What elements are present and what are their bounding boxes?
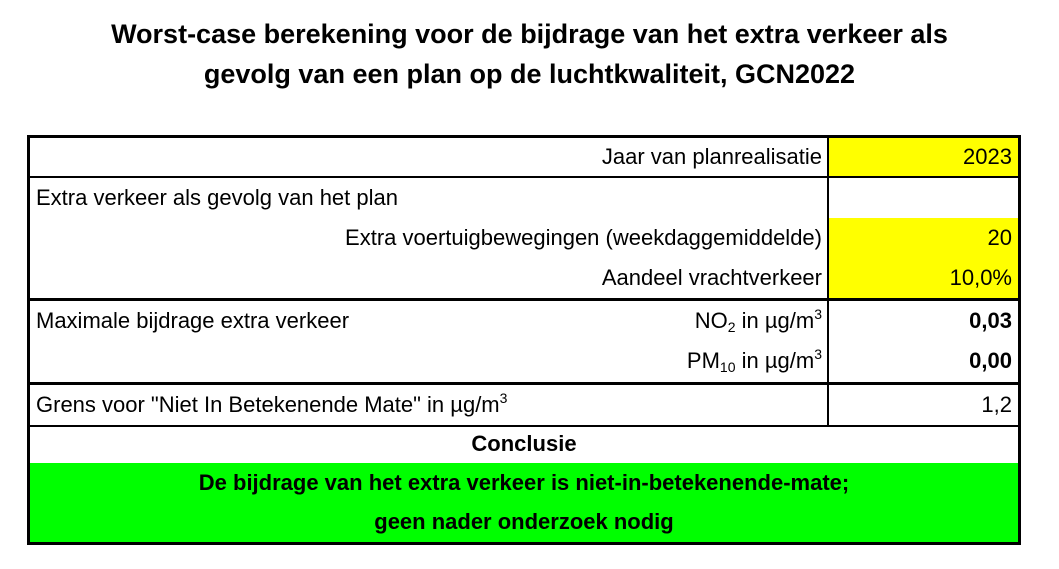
conclusion-line-2: geen nader onderzoek nodig	[374, 509, 674, 534]
limit-value: 1,2	[981, 392, 1012, 417]
year-label: Jaar van planrealisatie	[601, 144, 822, 169]
no2-label-unit: in µg/m	[735, 308, 815, 333]
limit-label	[30, 385, 828, 425]
title-line-1: Worst-case berekening voor de bijdrage van het extra verkeer als	[111, 19, 948, 49]
no2-label-main: NO	[694, 308, 728, 333]
no2-value: 0,03	[969, 308, 1012, 333]
calculation-table	[27, 135, 1021, 545]
no2-label-sup: 3	[814, 306, 822, 322]
pm10-label-sup: 3	[814, 346, 822, 362]
row-divider-1	[30, 176, 1018, 178]
limit-label-sup: 3	[499, 390, 508, 406]
page-title	[0, 14, 1059, 94]
extra-traffic-header: Extra verkeer als gevolg van het plan	[36, 185, 398, 210]
pm10-value: 0,00	[969, 348, 1012, 373]
conclusion-line-1: De bijdrage van het extra verkeer is niet-in-betekenende-mate;	[198, 470, 850, 495]
max-contribution-label: Maximale bijdrage extra verkeer	[36, 308, 350, 333]
row-divider-3	[30, 382, 1018, 385]
limit-label-text: Grens voor "Niet In Betekenende Mate" in µg/m	[36, 392, 500, 417]
row-divider-4	[30, 425, 1018, 427]
pm10-label	[530, 341, 828, 381]
row-divider-2	[30, 298, 1018, 301]
year-value[interactable]: 2023	[828, 138, 1018, 176]
pm10-label-unit: in µg/m	[735, 348, 815, 373]
conclusion-header: Conclusie	[471, 431, 577, 456]
title-line-2: gevolg van een plan op de luchtkwaliteit, GCN2022	[203, 59, 856, 89]
pm10-label-sub: 10	[719, 359, 736, 375]
conclusion-result	[30, 463, 1018, 542]
pm10-label-main: PM	[686, 348, 720, 373]
truck-share-label: Aandeel vrachtverkeer	[601, 265, 822, 290]
no2-label	[530, 301, 828, 341]
vehicle-movements-value[interactable]: 20	[828, 218, 1018, 258]
truck-share-value[interactable]: 10,0%	[828, 258, 1018, 298]
vehicle-movements-label: Extra voertuigbewegingen (weekdaggemiddelde)	[345, 225, 822, 250]
no2-label-sub: 2	[727, 319, 736, 335]
